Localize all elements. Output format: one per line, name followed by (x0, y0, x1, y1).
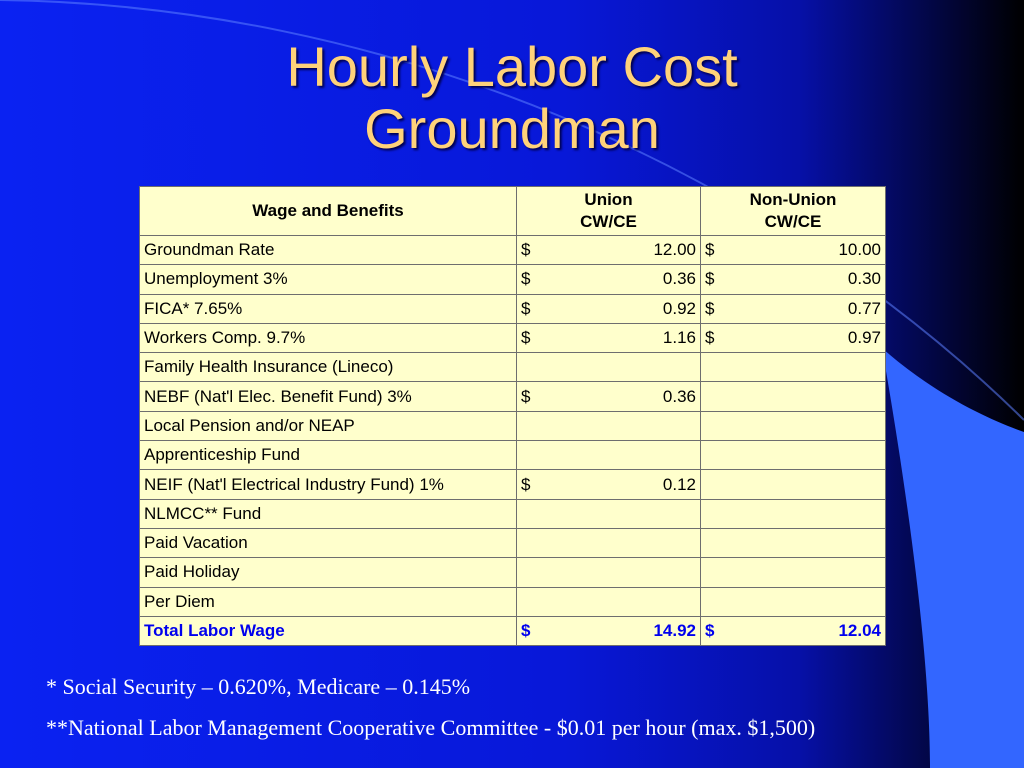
union-amount-cell (517, 528, 701, 557)
non-union-amount-cell (701, 236, 886, 265)
currency-symbol: $ (705, 621, 715, 640)
non-union-amount: 0.97 (847, 328, 881, 348)
non-union-amount: 0.77 (847, 298, 881, 318)
title-line-2: Groundman (364, 97, 660, 160)
non-union-amount-cell (701, 353, 886, 382)
table-row (140, 265, 886, 294)
header-non-union (701, 187, 886, 236)
union-amount-cell (517, 353, 701, 382)
union-amount-cell (517, 236, 701, 265)
total-row (140, 616, 886, 645)
footnote-fica: * Social Security – 0.620%, Medicare – 0.145% (46, 674, 471, 699)
currency-symbol: $ (705, 240, 715, 260)
union-amount: 14.92 (653, 621, 696, 640)
non-union-amount-cell (701, 294, 886, 323)
union-amount-cell (517, 587, 701, 616)
row-label: Total Labor Wage (140, 616, 517, 645)
table-row (140, 499, 886, 528)
row-label: NEIF (Nat'l Electrical Industry Fund) 1% (140, 470, 517, 499)
currency-symbol: $ (521, 328, 531, 348)
row-label: Apprenticeship Fund (140, 441, 517, 470)
table-row (140, 470, 886, 499)
union-amount: 0.92 (662, 298, 696, 318)
union-amount-cell (517, 294, 701, 323)
table-row (140, 528, 886, 557)
currency-symbol: $ (521, 386, 531, 406)
union-amount: 0.12 (662, 474, 696, 494)
title-line-1: Hourly Labor Cost (286, 35, 738, 98)
row-label: Local Pension and/or NEAP (140, 411, 517, 440)
row-label: NLMCC** Fund (140, 499, 517, 528)
row-label: Groundman Rate (140, 236, 517, 265)
union-amount-cell (517, 411, 701, 440)
non-union-amount-cell (701, 411, 886, 440)
union-amount-cell (517, 382, 701, 411)
footnotes (46, 674, 815, 756)
currency-symbol: $ (705, 269, 715, 289)
currency-symbol: $ (705, 298, 715, 318)
union-amount-cell (517, 441, 701, 470)
union-amount: 1.16 (662, 328, 696, 348)
header-union (517, 187, 701, 236)
non-union-amount: 0.30 (847, 269, 881, 289)
union-amount: 0.36 (662, 269, 696, 289)
non-union-amount: 12.04 (838, 621, 881, 640)
labor-cost-table (139, 186, 886, 646)
row-label: NEBF (Nat'l Elec. Benefit Fund) 3% (140, 382, 517, 411)
non-union-amount-cell (701, 558, 886, 587)
non-union-amount-cell (701, 382, 886, 411)
currency-symbol: $ (521, 621, 531, 640)
union-amount-cell (517, 558, 701, 587)
union-amount: 0.36 (662, 386, 696, 406)
non-union-amount-cell (701, 441, 886, 470)
table-row (140, 236, 886, 265)
union-amount-cell (517, 323, 701, 352)
union-amount: 12.00 (653, 240, 696, 260)
non-union-amount: 10.00 (838, 240, 881, 260)
header-nonunion-line1: Non-Union (749, 190, 837, 209)
table-row (140, 441, 886, 470)
currency-symbol: $ (521, 474, 531, 494)
non-union-amount-cell (701, 587, 886, 616)
row-label: Paid Vacation (140, 528, 517, 557)
header-union-line2: CW/CE (580, 212, 637, 231)
row-label: FICA* 7.65% (140, 294, 517, 323)
row-label: Workers Comp. 9.7% (140, 323, 517, 352)
table-row (140, 353, 886, 382)
union-amount-cell (517, 265, 701, 294)
non-union-amount-cell (701, 528, 886, 557)
table-row (140, 587, 886, 616)
row-label: Paid Holiday (140, 558, 517, 587)
union-amount-cell (517, 470, 701, 499)
union-amount-cell (517, 499, 701, 528)
row-label: Family Health Insurance (Lineco) (140, 353, 517, 382)
table-row (140, 558, 886, 587)
table-row (140, 411, 886, 440)
non-union-amount-cell (701, 499, 886, 528)
union-amount-cell (517, 616, 701, 645)
currency-symbol: $ (521, 298, 531, 318)
currency-symbol: $ (705, 328, 715, 348)
non-union-amount-cell (701, 470, 886, 499)
currency-symbol: $ (521, 269, 531, 289)
non-union-amount-cell (701, 616, 886, 645)
footnote-nlmcc: **National Labor Management Cooperative Committee - $0.01 per hour (max. $1,500) (46, 715, 816, 740)
slide-title (0, 36, 1024, 160)
non-union-amount-cell (701, 265, 886, 294)
header-union-line1: Union (584, 190, 633, 209)
table-row (140, 323, 886, 352)
row-label: Per Diem (140, 587, 517, 616)
header-wage-and-benefits: Wage and Benefits (140, 187, 517, 236)
non-union-amount-cell (701, 323, 886, 352)
table-header-row (140, 187, 886, 236)
row-label: Unemployment 3% (140, 265, 517, 294)
table-row (140, 382, 886, 411)
currency-symbol: $ (521, 240, 531, 260)
header-nonunion-line2: CW/CE (764, 212, 822, 231)
table-row (140, 294, 886, 323)
